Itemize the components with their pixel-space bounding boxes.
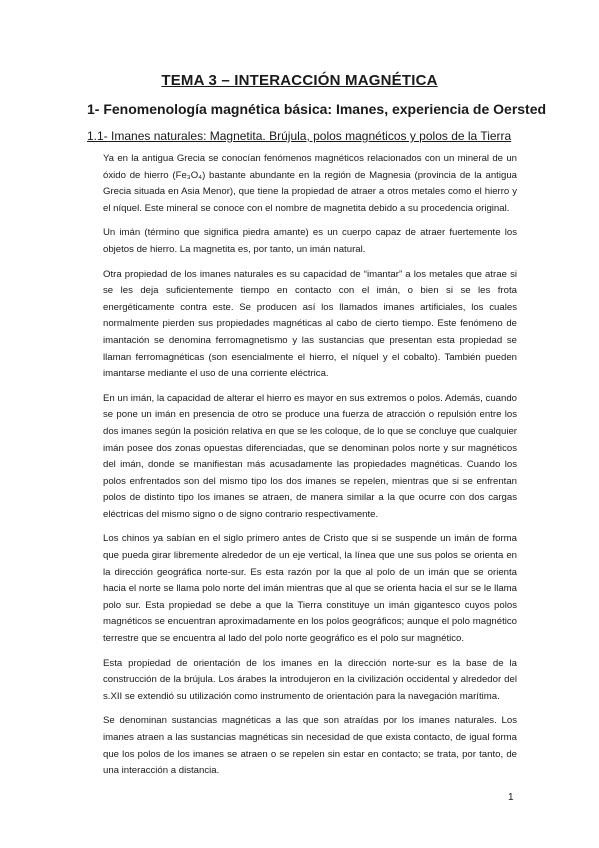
subsection-heading: 1.1- Imanes naturales: Magnetita. Brújula, polos magnéticos y polos de la Tierra: [87, 129, 512, 143]
page-number: 1: [508, 792, 514, 803]
paragraph-brujula: Esta propiedad de orientación de los imanes en la dirección norte-sur es la base de la construcción de la brújula. Los árabes la introdujeron en la civilización occidental y alrededor del s.XII se extendió su utilización como instrumento de orientación para la navegación marítima.: [103, 657, 517, 702]
paragraph-polos: En un imán, la capacidad de alterar el hierro es mayor en sus extremos o polos. Además, cuando se pone un imán en presencia de otro se produce una fuerza de atracción o repulsión entre los dos imanes según la posición relativa en que se les coloque, de lo que se concluye que cualquier imán posee dos zonas opuestas diferenciadas, que se denominan polos norte y sur magnéticos del imán, donde se manifiestan más acusadamente las propiedades magnéticas. Cuando los polos enfrentados son del mismo tipo los dos imanes se repelen, mientras que si se enfrentan polos de distinto tipo los imanes se atraen, de manera similar a la que ocurre con dos cargas eléctricas del mismo signo o de signo contrario respectivamente.: [103, 392, 517, 520]
page-title: TEMA 3 – INTERACCIÓN MAGNÉTICA: [161, 72, 438, 89]
paragraph-imantacion: Otra propiedad de los imanes naturales es su capacidad de “imantar” a los metales que atrae si se les deja suficientemente tiempo en contacto con el imán, o bien si se les frota energéticamente contra este. Se producen así los llamados imanes artificiales, los cuales normalmente pierden sus propiedades magnéticas al cabo de cierto tiempo. Este fenómeno de imantación se denomina ferromagnetismo y las sustancias que presentan esta propiedad se llaman ferromagnéticas (son esencialmente el hierro, el níquel y el cobalto). También pueden imantarse mediante el uso de una corriente eléctrica.: [103, 268, 517, 380]
body-text: [103, 151, 517, 788]
paragraph-sustancias-magneticas: Se denominan sustancias magnéticas a las que son atraídas por los imanes naturales. Los imanes atraen a las sustancias magnéticas sin necesidad de que exista contacto, de igual forma que los polos de los imanes se atraen o se repelen sin estar en contacto; se trata, por tanto, de una interacción a distancia.: [103, 715, 517, 777]
section-heading: 1- Fenomenología magnética básica: Imanes, experiencia de Oersted: [87, 101, 547, 117]
paragraph-iman-definicion: Un imán (término que significa piedra amante) es un cuerpo capaz de atraer fuertemente los objetos de hierro. La magnetita es, por tanto, un imán natural.: [103, 227, 517, 255]
paragraph-magnetita: Ya en la antigua Grecia se conocían fenómenos magnéticos relacionados con un mineral de un óxido de hierro (Fe₃O₄) bastante abundante en la región de Magnesia (provincia de la antigua Grecia situada en Asia Menor), que tiene la propiedad de atraer a otros metales como el hierro y el níquel. Este mineral se conoce con el nombre de magnetita debido a su procedencia original.: [103, 153, 517, 214]
paragraph-polos-tierra: Los chinos ya sabían en el siglo primero antes de Cristo que si se suspende un imán de forma que pueda girar libremente alrededor de un eje vertical, la línea que une sus polos se orienta en la dirección geográfica norte-sur. Es esta razón por la que al polo de un imán que se orienta hacia el norte se llama polo norte del imán mientras que al que se orienta hacia el sur se le llama polo sur. Esta propiedad se debe a que la Tierra constituye un imán gigantesco cuyos polos magnéticos se encuentran aproximadamente en los polos geográficos; aunque el polo magnético terrestre que se encuentra al lado del polo norte geográfico es el polo sur magnético.: [103, 533, 517, 645]
